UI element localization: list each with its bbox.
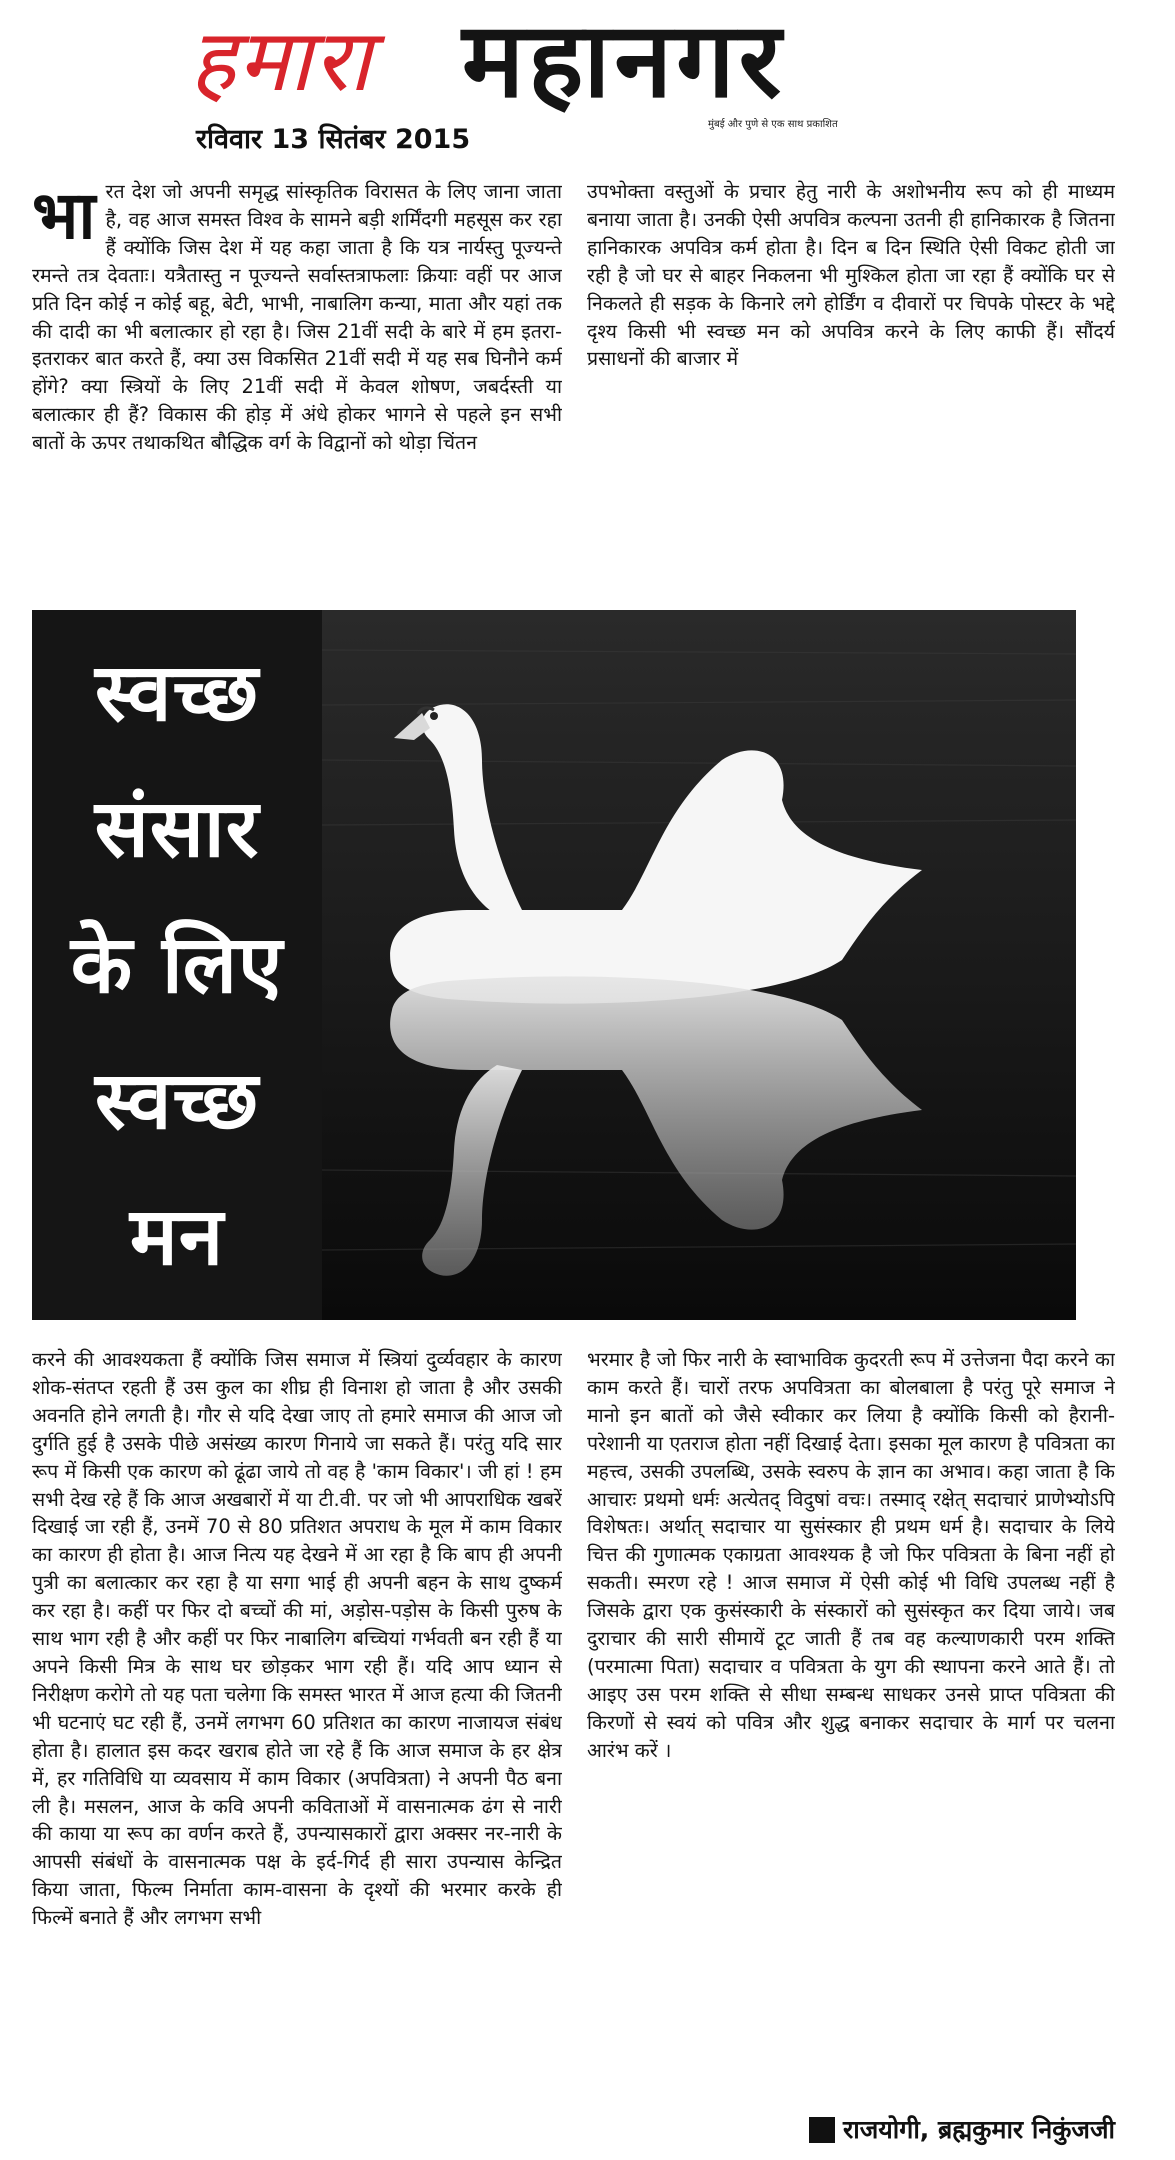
article-paragraph <box>32 178 562 457</box>
tagline: मुंबई और पुणे से एक साथ प्रकाशित <box>708 119 838 130</box>
article-column-top-right <box>587 178 1115 582</box>
masthead <box>0 0 1175 165</box>
dropcap: भा <box>32 178 96 254</box>
headline-line-1: स्वच्छ <box>94 646 260 739</box>
article-text-bottom-right: भरमार है जो फिर नारी के स्वाभाविक कुदरती रूप में उत्तेजना पैदा करने का काम करते हैं। चारों तरफ अपवित्रता का बोलबाला है परंतु पूरे समाज ने मानो इन बातों को जैसे स्वीकार कर लिया है क्योंकि किसी को हैरानी-परेशानी या एतराज होता नहीं दिखाई देता। इसका मूल कारण है पवित्रता का महत्त्व, उसकी उपलब्धि, उसके स्वरुप के ज्ञान का अभाव। कहा जाता है कि आचारः प्रथमो धर्मः अत्येतद् विदुषां वचः। तस्माद् रक्षेत् सदाचारं प्राणेभ्योऽपि विशेषतः। अर्थात् सदाचार या सुसंस्कार ही प्रथम धर्म है। सदाचार के लिये चित्त की गुणात्मक एकाग्रता आवश्यक है जो फिर पवित्रता के बिना नहीं हो सकती। स्मरण रहे ! आज समाज में ऐसी कोई भी विधि उपलब्ध नहीं है जिसके द्वारा एक कुसंस्कारी के संस्कारों को सुसंस्कृत कर दिया जाये। जब दुराचार की सारी सीमायें टूट जाती हैं तब वह कल्याणकारी परम शक्ति (परमात्मा पिता) सदाचार व पवित्रता के युग की स्थापना करने आते हैं। तो आइए उस परम शक्ति से सीधा सम्बन्ध साधकर उनसे प्राप्त पवित्रता की किरणों से स्वयं को पवित्र और शुद्ध बनाकर सदाचार के मार्ग पर चलना आरंभ करें । <box>587 1348 1115 1762</box>
byline-square-icon <box>809 2117 835 2143</box>
byline-author: राजयोगी, ब्रह्मकुमार निकुंजजी <box>843 2115 1115 2144</box>
byline <box>809 2113 1115 2147</box>
feature-photo-band <box>32 610 1076 1320</box>
headline-line-4: स्वच्छ <box>94 1054 260 1147</box>
brand-name-second: महानगर <box>462 0 786 121</box>
headline-line-5: मन <box>129 1190 225 1283</box>
swan-illustration <box>322 610 1076 1320</box>
headline-line-2: संसार <box>94 782 260 875</box>
article-text-top-right: उपभोक्ता वस्तुओं के प्रचार हेतु नारी के अशोभनीय रूप को ही माध्यम बनाया जाता है। उनकी ऐसी अपवित्र कल्पना उतनी ही हानिकारक है जितना हानिकारक अपवित्र कर्म होता है। दिन ब दिन स्थिति ऐसी विकट होती जा रही है जो घर से बाहर निकलना भी मुश्किल होता जा रहा हैं क्योंकि घर से निकलते ही सड़क के किनारे लगे होर्डिंग व दीवारों पर चिपके पोस्टर के भद्दे दृश्य किसी भी स्वच्छ मन को अपवित्र करने के लिए काफी हैं। सौंदर्य प्रसाधनों की बाजार में <box>587 180 1115 371</box>
article-text-top-left: रत देश जो अपनी समृद्ध सांस्कृतिक विरासत के लिए जाना जाता है, वह आज समस्त विश्व के सामने बड़ी शर्मिंदगी महसूस कर रहा हैं क्योंकि जिस देश में यह कहा जाता है कि यत्र नार्यस्तु पूज्यन्ते रमन्ते तत्र देवताः। यत्रैतास्तु न पूज्यन्ते सर्वास्तत्राफलाः क्रियाः वहीं पर आज प्रति दिन कोई न कोई बहू, बेटी, भाभी, नाबालिग कन्या, माता और यहां तक की दादी का भी बलात्कार हो रहा है। जिस 21वीं सदी के बारे में हम इतरा-इतराकर बात करते हैं, क्या उस विकसित 21वीं सदी में यह सब घिनौने कर्म होंगे? क्या स्त्रियों के लिए 21वीं सदी में केवल शोषण, जबर्दस्ती या बलात्कार ही हैं? विकास की होड़ में अंधे होकर भागने से पहले इन सभी बातों के ऊपर तथाकथित बौद्धिक वर्ग के विद्वानों को थोड़ा चिंतन <box>32 180 562 455</box>
article-text-bottom-left: करने की आवश्यकता हैं क्योंकि जिस समाज में स्त्रियां दुर्व्यवहार के कारण शोक-संतप्त रहती हैं उस कुल का शीघ्र ही विनाश हो जाता है और उसकी अवनति होने लगती है। गौर से यदि देखा जाए तो हमारे समाज की आज जो दुर्गति हुई है उसके पीछे असंख्य कारण गिनाये जा सकते हैं। परंतु यदि सार रूप में किसी एक कारण को ढूंढा जाये तो वह है 'काम विकार'। जी हां ! हम सभी देख रहे हैं कि आज अखबारों में या टी.वी. पर जो भी आपराधिक खबरें दिखाई जा रही हैं, उनमें 70 से 80 प्रतिशत अपराध के मूल में काम विकार का कारण ही होता है। आज नित्य यह देखने में आ रहा है कि बाप ही अपनी पुत्री का बलात्कार कर रहा है या सगा भाई ही अपनी बहन के साथ दुष्कर्म कर रहा है। कहीं पर फिर दो बच्चों की मां, अड़ोस-पड़ोस के किसी पुरुष के साथ भाग रही है और कहीं पर फिर नाबालिग बच्चियां गर्भवती बन रही हैं या अपने किसी मित्र के साथ घर छोड़कर भाग रही हैं। यदि आप ध्यान से निरीक्षण करोगे तो यह पता चलेगा कि समस्त भारत में आज हत्या की जितनी भी घटनाएं घट रही हैं, उनमें लगभग 60 प्रतिशत का कारण नाजायज संबंध होता है। हालात इस कदर खराब होते जा रहे हैं कि आज समाज के हर क्षेत्र में, हर गतिविधि या व्यवसाय में काम विकार (अपवित्रता) ने अपनी पैठ बना ली है। मसलन, आज के कवि अपनी कविताओं में वासनात्मक ढंग से नारी की काया या रूप का वर्णन करते हैं, उपन्यासकारों द्वारा अक्सर नर-नारी के आपसी संबंधों के वासनात्मक पक्ष के इर्द-गिर्द ही सारा उपन्यास केन्द्रित किया जाता, फिल्म निर्माता काम-वासना के दृश्यों की भरमार करके ही फिल्में बनाते हैं और लगभग सभी <box>32 1348 562 1930</box>
swan-photo <box>322 610 1076 1320</box>
article-column-bottom-left <box>32 1346 562 2124</box>
dateline: रविवार 13 सितंबर 2015 <box>196 124 471 155</box>
article-column-bottom-right <box>587 1346 1115 2106</box>
brand-name-first: हमारा <box>190 11 373 111</box>
headline-line-3: के लिए <box>70 918 284 1011</box>
article-column-top-left <box>32 178 562 582</box>
headline-panel <box>32 610 322 1320</box>
